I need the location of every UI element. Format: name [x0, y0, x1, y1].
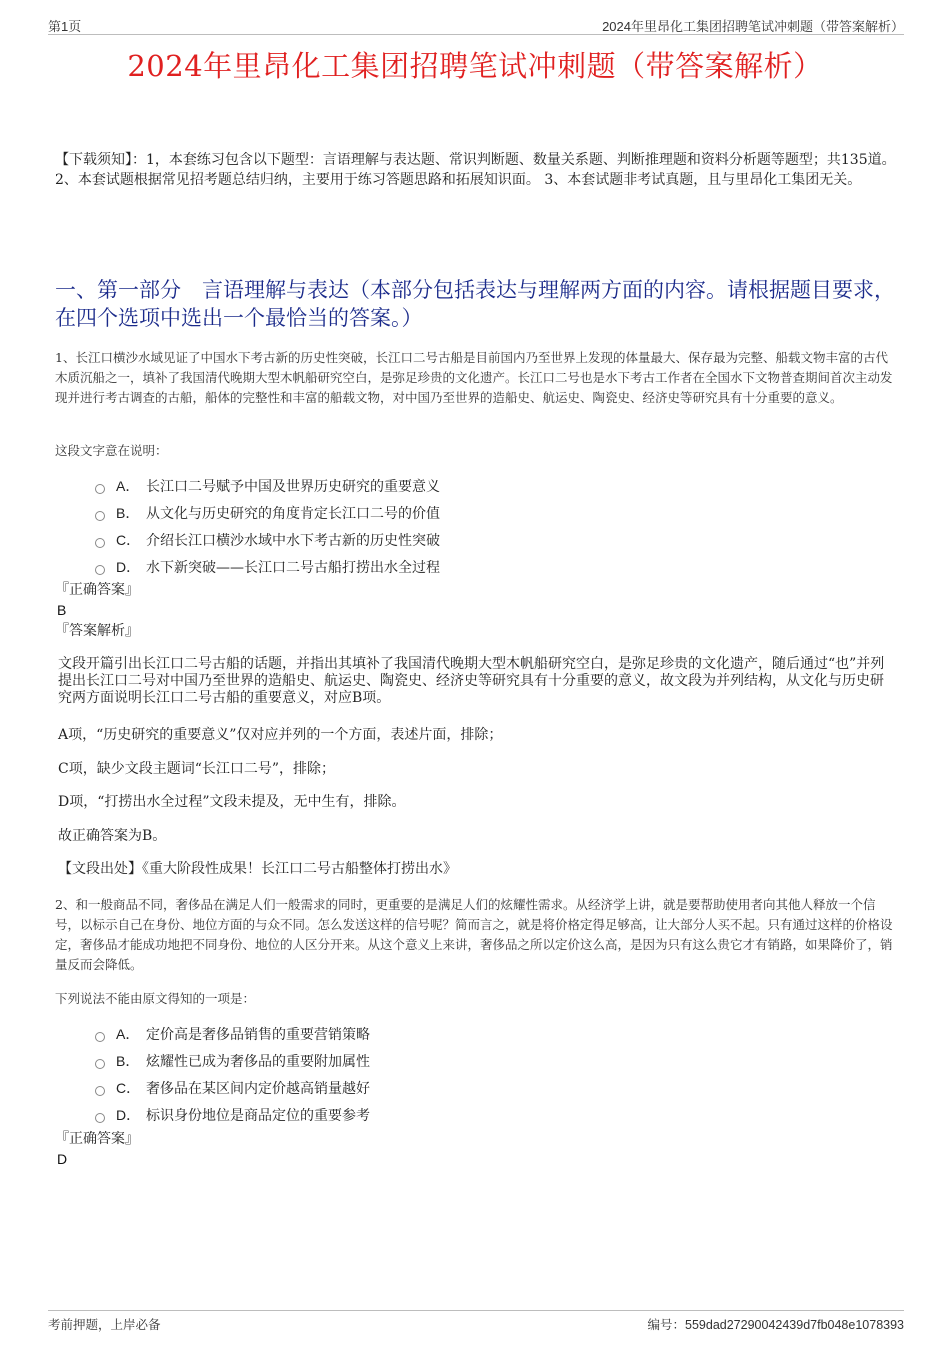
page-number: 第1页: [48, 19, 82, 34]
question-2-option-d[interactable]: D． 标识身份地位是商品定位的重要参考: [95, 1101, 875, 1128]
question-1-answer: B: [57, 602, 67, 618]
page-header: [48, 14, 904, 35]
question-1-passage: 1、长江口横沙水域见证了中国水下考古新的历史性突破，长江口二号古船是目前国内乃至世界上发现的体量最大、保存最为完整、船载文物丰富的古代木质沉船之一，填补了我国清代晚期大型木帆船研究空白，是弥足珍贵的文化遗产。长江口二号也是水下考古工作者在全国水下文物普查期间首次主动发现并进行考古调查的古船，船体的完整性和丰富的船载文物，对中国乃至世界的造船史、航运史、陶瓷史、经济史等研究具有十分重要的意义。: [55, 350, 893, 405]
question-2-option-c[interactable]: C． 奢侈品在某区间内定价越高销量越好: [95, 1074, 875, 1101]
question-2-passage: 2、和一般商品不同，奢侈品在满足人们一般需求的同时，更重要的是满足人们的炫耀性需求。从经济学上讲，就是要帮助使用者向其他人释放一个信号，以标示自己在身份、地位方面的与众不同。怎么发送这样的信号呢？简而言之，就是将价格定得足够高，让大部分人买不起。只有通过这样的价格设定，奢侈品才能成功地把不同身份、地位的人区分开来。从这个意义上来讲，奢侈品之所以定价这么高，是因为只有这么贵它才有销路，如果降价了，销量反而会降低。: [55, 897, 893, 972]
radio-icon[interactable]: [95, 484, 105, 494]
question-1-conclusion: 故正确答案为B。: [58, 828, 167, 844]
question-1-explain-a: A项，“历史研究的重要意义”仅对应并列的一个方面，表述片面，排除；: [58, 727, 503, 743]
radio-icon[interactable]: [95, 511, 105, 521]
radio-icon[interactable]: [95, 1032, 105, 1042]
question-1-source: 【文段出处】《重大阶段性成果！长江口二号古船整体打捞出水》: [58, 861, 457, 877]
question-1-options: [95, 472, 875, 580]
question-1-explain-c: C项，缺少文段主题词“长江口二号”，排除；: [58, 761, 336, 777]
question-2-option-b[interactable]: B． 炫耀性已成为奢侈品的重要附加属性: [95, 1047, 875, 1074]
question-1-option-d[interactable]: D． 水下新突破——长江口二号古船打捞出水全过程: [95, 553, 875, 580]
question-2-answer-label: 『正确答案』: [55, 1131, 139, 1147]
radio-icon[interactable]: [95, 565, 105, 575]
question-2-prompt: 下列说法不能由原文得知的一项是：: [55, 991, 256, 1006]
question-2-options: [95, 1020, 875, 1128]
question-1-option-b[interactable]: B． 从文化与历史研究的角度肯定长江口二号的价值: [95, 499, 875, 526]
question-2-option-a[interactable]: A． 定价高是奢侈品销售的重要营销策略: [95, 1020, 875, 1047]
section-title: 一、第一部分 言语理解与表达（本部分包括表达与理解两方面的内容。请根据题目要求，在四个选项中选出一个最恰当的答案。）: [55, 278, 895, 330]
question-1-explanation: 文段开篇引出长江口二号古船的话题，并指出其填补了我国清代晚期大型木帆船研究空白，是弥足珍贵的文化遗产，随后通过“也”并列提出长江口二号对中国乃至世界的造船史、航运史、陶瓷史、经济史等研究具有十分重要的意义，故文段为并列结构，从文化与历史研究两方面说明长江口二号古船的重要意义，对应B项。: [58, 656, 885, 706]
header-doc-title: 2024年里昂化工集团招聘笔试冲刺题（带答案解析）: [602, 19, 904, 34]
radio-icon[interactable]: [95, 1086, 105, 1096]
question-1-answer-label: 『正确答案』: [55, 582, 139, 598]
question-1-explain-d: D项，“打捞出水全过程”文段未提及，无中生有，排除。: [58, 794, 406, 810]
question-1-option-c[interactable]: C． 介绍长江口横沙水域中水下考古新的历史性突破: [95, 526, 875, 553]
document-title: 2024年里昂化工集团招聘笔试冲刺题（带答案解析）: [127, 49, 823, 83]
radio-icon[interactable]: [95, 538, 105, 548]
page-footer: [48, 1310, 904, 1337]
radio-icon[interactable]: [95, 1113, 105, 1123]
radio-icon[interactable]: [95, 1059, 105, 1069]
question-2-answer: D: [57, 1151, 68, 1167]
question-1-option-a[interactable]: A． 长江口二号赋予中国及世界历史研究的重要意义: [95, 472, 875, 499]
download-notice: 【下载须知】：1，本套练习包含以下题型：言语理解与表达题、常识判断题、数量关系题、判断推理题和资料分析题等题型；共135道。 2、本套试题根据常见招考题总结归纳，主要用于练习答题思路和拓展知识面。 3、本套试题非考试真题，且与里昂化工集团无关。: [55, 152, 896, 188]
footer-slogan: 考前押题，上岸必备: [48, 1317, 161, 1332]
question-1-prompt: 这段文字意在说明：: [55, 443, 168, 458]
footer-serial: 编号：559dad27290042439d7fb048e1078393: [647, 1317, 904, 1332]
question-1-explanation-label: 『答案解析』: [55, 623, 139, 639]
